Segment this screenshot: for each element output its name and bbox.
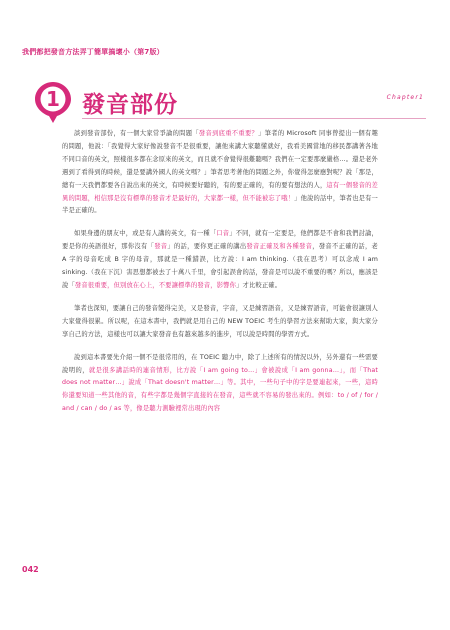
highlighted-text: 口音 <box>216 230 230 238</box>
text-run: 如果身邊的朋友中，或是有人講的英文，有一種「 <box>74 230 217 238</box>
text-run: 談到發音部份，有一個大家常爭論的問題「 <box>74 130 199 137</box>
text-run: ，發音不正確的話，老 A 字的母音吃成 B 字的母音，那就是一種錯誤，比方說：I am thinking.（我在思考）可以念成 I am sinking.（我在下沉）害思想都被去了十萬八千里，會引起誤會的話，發音是可以說不重要的嗎？所以，應該是說「 <box>62 243 378 289</box>
paragraph <box>62 228 378 293</box>
chapter-title: 發音部份 <box>82 92 178 118</box>
running-header: 我們都把發音方法弄丁簡單搞壞小（第7版） <box>22 48 164 56</box>
chapter-divider <box>82 118 426 119</box>
highlighted-text: 發音到底重不重要？ <box>198 130 259 137</box>
text-run: 說到這本書要先介紹一個不是很常用的，在 TOEIC 聽力中，除了上述所有的情況以外，另外還有一些需要說明的， <box>62 353 378 374</box>
highlighted-text: 就是很多講話時的連音情形，比方說「I am going to…」會被說成「I am gonna…」，而「That does not matter…」說成「That doesn't matter…」等。其中，一些句子中的字是要連起來，一些，這時你還要知道一些其他的音，有些字都是幾個字直接的在發音，這些就不容易的發出來的。例如：to / of / for / and / can / do / as 等，像是聽力測驗裡常出現的內容 <box>62 366 378 413</box>
highlighted-text: 發音 <box>154 243 168 251</box>
chapter-number-badge-icon <box>33 80 73 124</box>
paragraph <box>62 303 378 342</box>
chapter-label: Chapter1 <box>386 94 424 101</box>
highlighted-text: 發音很重要，但別放在心上，不要讓標準的發音，影響你 <box>74 281 237 289</box>
text-run: 筆者也深知，要讓自己的發音變得完美，又是發音，字音，又是練習語音，又是練習語音，可能會很讓別人大家覺得很累。所以呢，在這本書中，我們就是用自己的 NEW TOEIC 考生的學習方法來幫助大家，與大家分享自己的方法，這樣也可以讓大家發音也有越來越多的進步，可以說是時間的學習方式。 <box>62 304 378 338</box>
chapter-number: 1 <box>46 87 60 111</box>
paragraph <box>62 352 378 417</box>
paragraph <box>62 128 378 218</box>
page-number: 042 <box>22 565 39 574</box>
text-run: 」筆者的 Microsoft 同事曾提出一個有趣的問題，他說：「我覺得大家好像說發音不是很重要，讓他來講大家聽懂就好，我看美國當地的移民都講著各地不同口音的英文，照樣很多都在念原來的英文，而且就不會覺得很難聽嗎？我們在一定要那麼嚴格…。還是老外遇到了看得到的時候，還是要講外國人的英文嗎？」筆者思考著他的問題之外，你覺得怎麼應對呢？說「那是，總有一天我們都要各自說出來的英文，有時候要好聽的，有的要正確的，有的要有想法的人， <box>62 130 378 189</box>
highlighted-text: 這有一個發音的差異的問題，相信那是沒有標準的發音才是最好的，大家都一樣，但不能被忘了哦！ <box>62 181 378 202</box>
body-text <box>62 128 378 426</box>
chapter-heading <box>33 80 428 125</box>
text-run: 」他說的話中，筆者也是有一半是正確的。 <box>62 194 379 215</box>
text-run: 」才比較正確。 <box>236 281 282 289</box>
text-run: 」的話，要你更正確的講出 <box>167 243 247 251</box>
text-run: 」不同，就有一定要是，他們都是不會和我們討論，要是你的英語很好，那你沒有「 <box>62 230 378 251</box>
highlighted-text: 發音正確及和各種發音 <box>246 243 313 251</box>
